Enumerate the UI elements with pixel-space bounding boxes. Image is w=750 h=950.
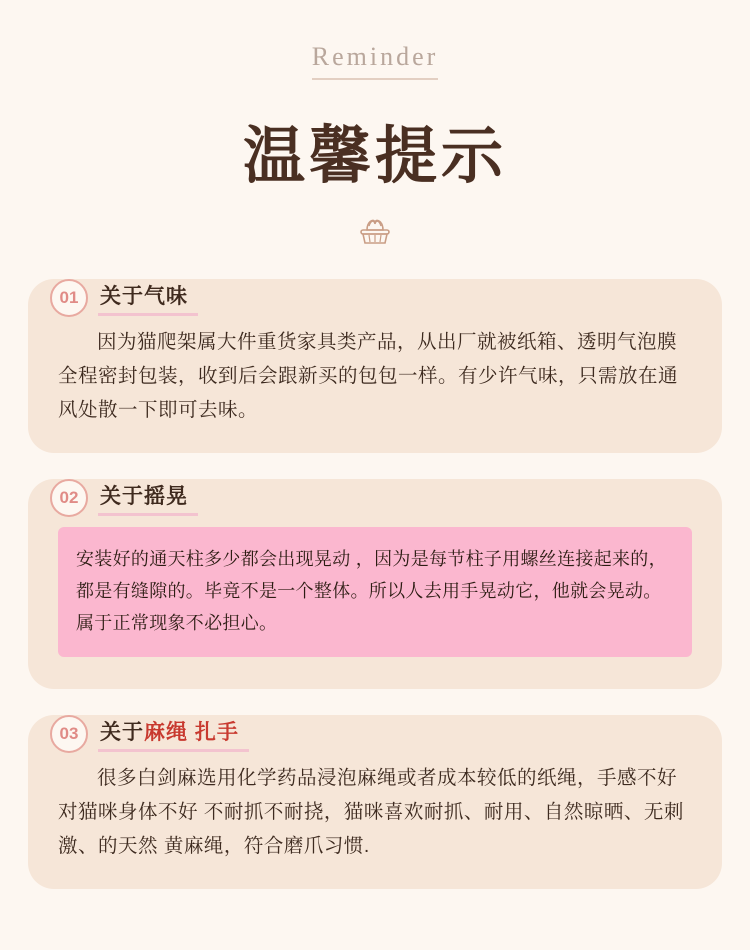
page-title: 温馨提示: [242, 119, 507, 192]
reminder-section-2: [28, 479, 722, 689]
ornament: [0, 211, 750, 257]
section-body-3: 很多白剑麻选用化学药品浸泡麻绳或者成本较低的纸绳，手感不好对猫咪身体不好 不耐抓不耐挠，猫咪喜欢耐抓、耐用、自然晾晒、无刺激、的天然 黄麻绳，符合磨爪习惯.: [58, 767, 684, 857]
section-highlight-2: [58, 527, 692, 657]
reminder-section-3: [28, 715, 722, 889]
section-number-3: 03: [50, 715, 88, 753]
page-header: [0, 0, 750, 257]
section-number-1: 01: [50, 279, 88, 317]
cat-bowl-icon: [349, 210, 401, 259]
section-number-2: 02: [50, 479, 88, 517]
section-title-2: 关于摇晃: [98, 480, 198, 516]
reminder-section-1: [28, 279, 722, 453]
section-body-1: 因为猫爬架属大件重货家具类产品，从出厂就被纸箱、透明气泡膜全程密封包装，收到后会跟新买的包包一样。有少许气味，只需放在通风处散一下即可去味。: [58, 331, 679, 421]
section-badge-1: [50, 279, 198, 317]
section-body-2: 安装好的通天柱多少都会出现晃动 ，因为是每节柱子用螺丝连接起来的，都是有缝隙的。毕竟不是一个整体。所以人去用手晃动它，他就会晃动。属于正常现象不必担心。: [76, 549, 667, 633]
page-eyebrow: Reminder: [312, 42, 439, 80]
section-title-3: 关于麻绳 扎手: [98, 716, 249, 752]
section-title-accent-3: 麻绳 扎手: [144, 721, 239, 744]
section-badge-2: [50, 479, 198, 517]
section-badge-3: [50, 715, 249, 753]
section-title-1: 关于气味: [98, 280, 198, 316]
